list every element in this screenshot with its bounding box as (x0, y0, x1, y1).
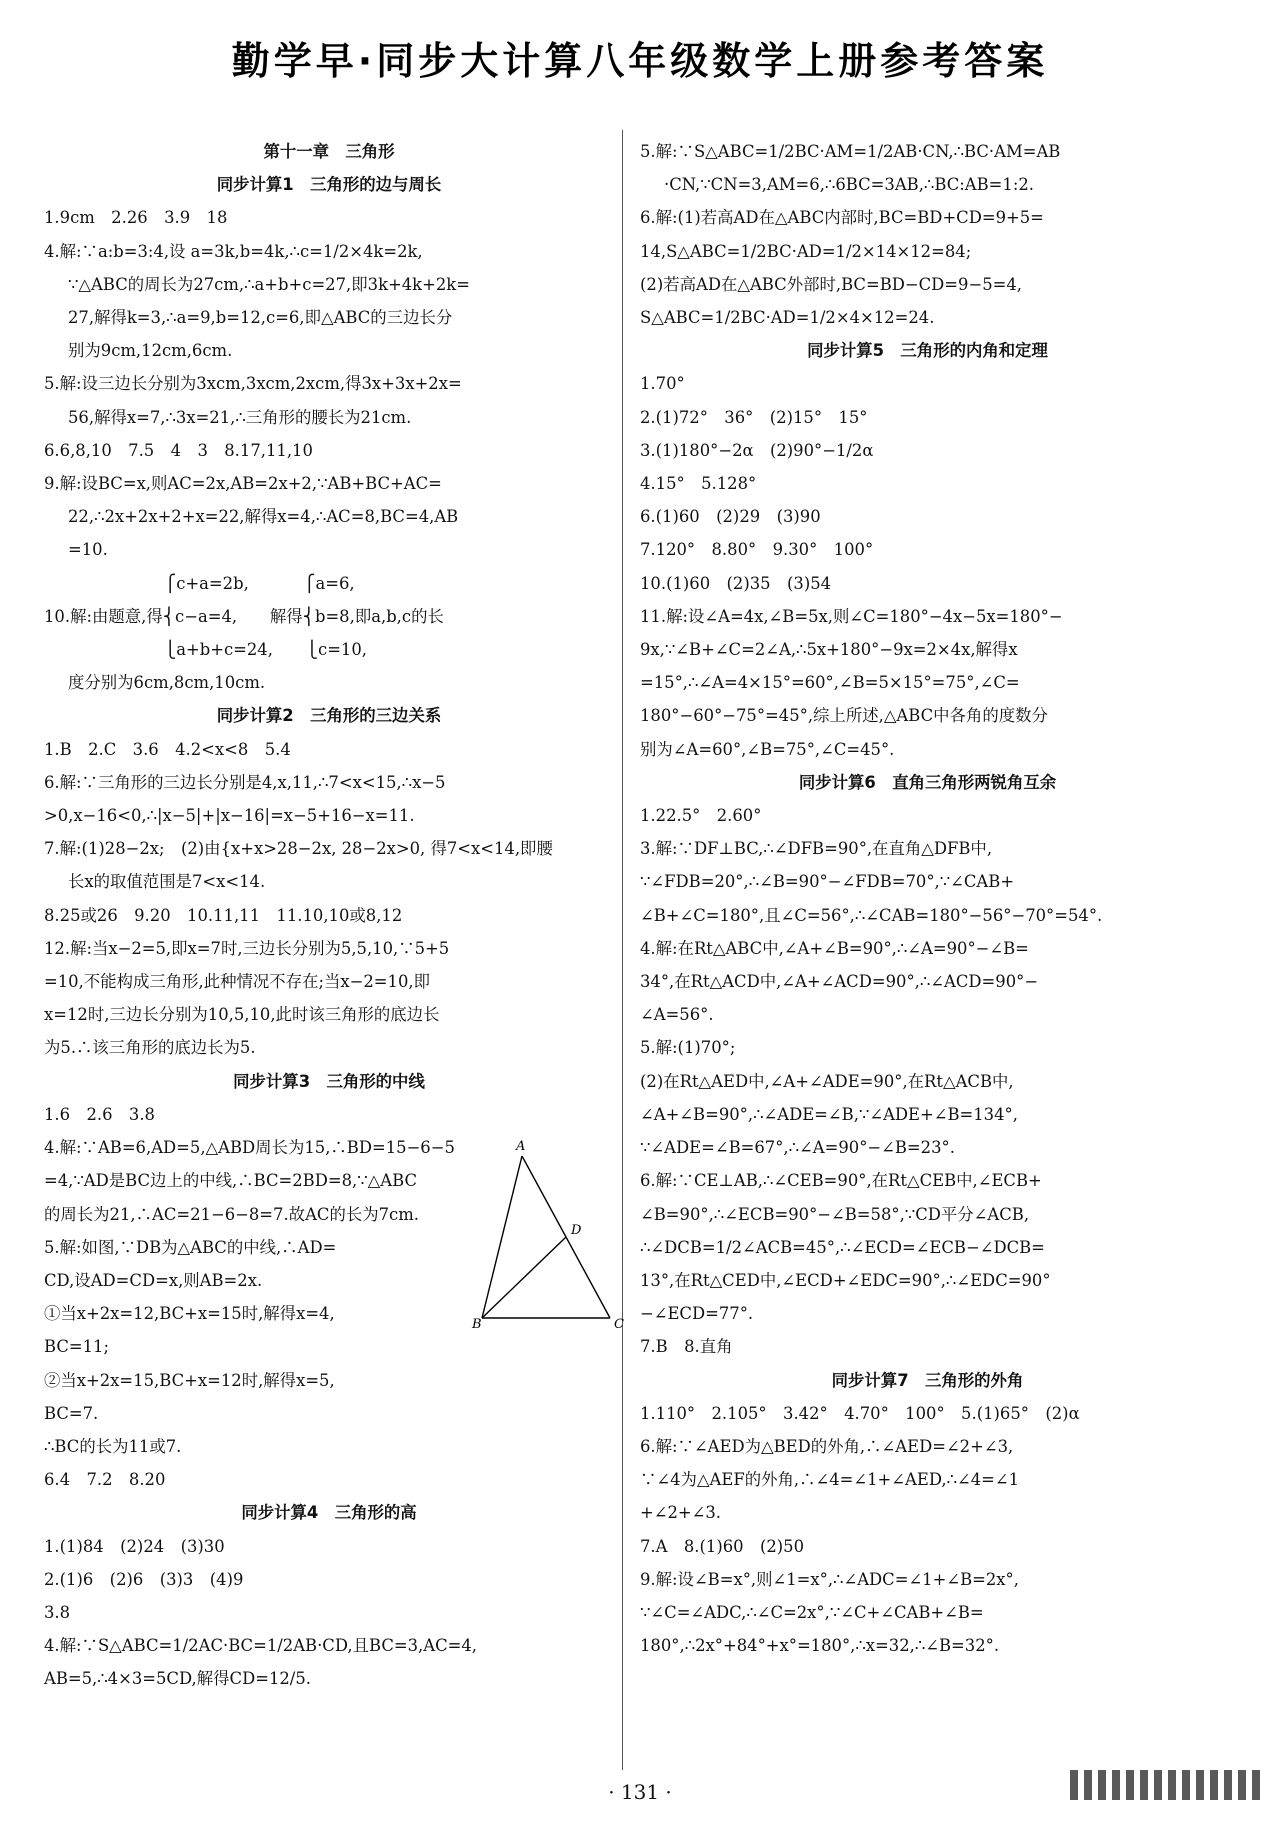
answer-line: 的周长为21,∴AC=21−6−8=7.故AC的长为7cm. (44, 1204, 419, 1224)
answer-line: ∴BC的长为11或7. (44, 1436, 182, 1456)
answer-line: 3.(1)180°−2α (2)90°−1/2α (640, 440, 874, 460)
answer-line: 1.70° (640, 374, 685, 394)
answer-line: ∵∠ADE=∠B=67°,∴∠A=90°−∠B=23°. (640, 1138, 955, 1158)
answer-line: 9.解:设BC=x,则AC=2x,AB=2x+2,∵AB+BC+AC= (44, 474, 442, 494)
answer-line: 2.(1)6 (2)6 (3)3 (4)9 (44, 1569, 244, 1589)
answer-line: ①当x+2x=12,BC+x=15时,解得x=4, (44, 1304, 335, 1324)
answer-line: 6.6,8,10 7.5 4 3 8.17,11,10 (44, 440, 313, 460)
answer-line: ∴∠DCB=1/2∠ACB=45°,∴∠ECD=∠ECB−∠DCB= (640, 1237, 1045, 1257)
figure-label-b: B (472, 1317, 482, 1328)
left-column (44, 135, 614, 1696)
answer-line: 1.B 2.C 3.6 4.2<x<8 5.4 (44, 739, 291, 759)
answer-line: 2.(1)72° 36° (2)15° 15° (640, 407, 868, 427)
answer-line: 3.8 (44, 1602, 71, 1622)
answer-line: 6.4 7.2 8.20 (44, 1470, 166, 1490)
section-heading: 同步计算1 三角形的边与周长 (216, 175, 442, 195)
answer-line: ②当x+2x=15,BC+x=12时,解得x=5, (44, 1370, 335, 1390)
answer-line: 长x的取值范围是7<x<14. (68, 872, 266, 892)
answer-line: ∵∠C=∠ADC,∴∠C=2x°,∵∠C+∠CAB+∠B= (640, 1602, 984, 1622)
answer-line: 4.解:在Rt△ABC中,∠A+∠B=90°,∴∠A=90°−∠B= (640, 938, 1029, 958)
answer-line: 13°,在Rt△CED中,∠ECD+∠EDC=90°,∴∠EDC=90° (640, 1270, 1051, 1290)
answer-line: 7.解:(1)28−2x; (2)由{x+x>28−2x, 28−2x>0, 得7<x<14,即腰 (44, 839, 553, 859)
answer-line: 1.110° 2.105° 3.42° 4.70° 100° 5.(1)65° (2)α (640, 1403, 1080, 1423)
answer-line: =15°,∴∠A=4×15°=60°,∠B=5×15°=75°,∠C= (640, 673, 1020, 693)
answer-line: S△ABC=1/2BC·AD=1/2×4×12=24. (640, 308, 935, 328)
answer-line: 12.解:当x−2=5,即x=7时,三边长分别为5,5,10,∵5+5 (44, 938, 450, 958)
section-heading: 同步计算4 三角形的高 (241, 1503, 417, 1523)
answer-line: (2)在Rt△AED中,∠A+∠ADE=90°,在Rt△ACB中, (640, 1071, 1014, 1091)
answer-line: 1.22.5° 2.60° (640, 806, 762, 826)
answer-line: 度分别为6cm,8cm,10cm. (68, 673, 266, 693)
answer-line: =4,∵AD是BC边上的中线,∴BC=2BD=8,∵△ABC (44, 1171, 417, 1191)
page-title: 勤学早·同步大计算八年级数学上册参考答案 (231, 39, 1049, 83)
answer-line: 9x,∵∠B+∠C=2∠A,∴5x+180°−9x=2×4x,解得x (640, 640, 1018, 660)
answer-line: 1.(1)84 (2)24 (3)30 (44, 1536, 225, 1556)
answer-line: 别为∠A=60°,∠B=75°,∠C=45°. (640, 739, 895, 759)
answer-line: >0,x−16<0,∴|x−5|+|x−16|=x−5+16−x=11. (44, 806, 415, 826)
watermark-logo-icon (1070, 1770, 1260, 1800)
answer-line: 180°−60°−75°=45°,综上所述,△ABC中各角的度数分 (640, 706, 1048, 726)
answer-line: 4.解:∵a:b=3:4,设 a=3k,b=4k,∴c=1/2×4k=2k, (44, 241, 423, 261)
answer-line: CD,设AD=CD=x,则AB=2x. (44, 1270, 263, 1290)
answer-line: ⎧c+a=2b, ⎧a=6, (44, 573, 355, 593)
page-number: · 131 · (608, 1780, 672, 1804)
answer-line: 别为9cm,12cm,6cm. (68, 341, 233, 361)
right-column (640, 135, 1215, 1662)
answer-line: 11.解:设∠A=4x,∠B=5x,则∠C=180°−4x−5x=180°− (640, 606, 1063, 626)
answer-line: 27,解得k=3,∴a=9,b=12,c=6,即△ABC的三边长分 (68, 308, 453, 328)
answer-line: 6.解:∵三角形的三边长分别是4,x,11,∴7<x<15,∴x−5 (44, 772, 446, 792)
answer-line: 14,S△ABC=1/2BC·AD=1/2×14×12=84; (640, 241, 972, 261)
answer-line: ∠B+∠C=180°,且∠C=56°,∴∠CAB=180°−56°−70°=54°. (640, 905, 1103, 925)
answer-line: ∠B=90°,∴∠ECB=90°−∠B=58°,∵CD平分∠ACB, (640, 1204, 1030, 1224)
section-heading: 同步计算6 直角三角形两锐角互余 (798, 772, 1057, 792)
answer-line: ·CN,∵CN=3,AM=6,∴6BC=3AB,∴BC:AB=1:2. (664, 175, 1034, 195)
answer-line: ∵∠FDB=20°,∴∠B=90°−∠FDB=70°,∵∠CAB+ (640, 872, 1015, 892)
answer-line: 10.解:由题意,得⎨c−a=4, 解得⎨b=8,即a,b,c的长 (44, 606, 444, 626)
answer-line: 22,∴2x+2x+2+x=22,解得x=4,∴AC=8,BC=4,AB (68, 507, 459, 527)
answer-line: 34°,在Rt△ACD中,∠A+∠ACD=90°,∴∠ACD=90°− (640, 972, 1039, 992)
answer-line: 为5.∴该三角形的底边长为5. (44, 1038, 256, 1058)
answer-line: =10,不能构成三角形,此种情况不存在;当x−2=10,即 (44, 972, 430, 992)
answer-line: ⎩a+b+c=24, ⎩c=10, (44, 640, 368, 660)
figure-label-c: C (614, 1317, 624, 1328)
answer-line: 4.解:∵AB=6,AD=5,△ABD周长为15,∴BD=15−6−5 (44, 1138, 455, 1158)
answer-line: (2)若高AD在△ABC外部时,BC=BD−CD=9−5=4, (640, 274, 1023, 294)
answer-line: 8.25或26 9.20 10.11,11 11.10,10或8,12 (44, 905, 403, 925)
section-heading: 同步计算2 三角形的三边关系 (216, 706, 442, 726)
answer-line: 7.120° 8.80° 9.30° 100° (640, 540, 874, 560)
answer-line: 56,解得x=7,∴3x=21,∴三角形的腰长为21cm. (68, 407, 412, 427)
answer-line: 5.解:如图,∵DB为△ABC的中线,∴AD= (44, 1237, 337, 1257)
answer-line: 7.B 8.直角 (640, 1337, 733, 1357)
triangle-figure (470, 1138, 630, 1328)
answer-line: =10. (68, 540, 108, 560)
answer-line: 6.解:∵CE⊥AB,∴∠CEB=90°,在Rt△CEB中,∠ECB+ (640, 1171, 1042, 1191)
answer-line: 10.(1)60 (2)35 (3)54 (640, 573, 832, 593)
answer-line: ∵∠4为△AEF的外角,∴∠4=∠1+∠AED,∴∠4=∠1 (640, 1470, 1020, 1490)
answer-line: 1.9cm 2.26 3.9 18 (44, 208, 228, 228)
answer-line: 180°,∴2x°+84°+x°=180°,∴x=32,∴∠B=32°. (640, 1636, 1000, 1656)
answer-line: 1.6 2.6 3.8 (44, 1104, 155, 1124)
figure-label-a: A (516, 1139, 526, 1154)
answer-line: 7.A 8.(1)60 (2)50 (640, 1536, 805, 1556)
answer-line: 6.(1)60 (2)29 (3)90 (640, 507, 821, 527)
figure-label-d: D (571, 1223, 582, 1238)
answer-line: 6.解:(1)若高AD在△ABC内部时,BC=BD+CD=9+5= (640, 208, 1044, 228)
answer-line: 5.解:∵S△ABC=1/2BC·AM=1/2AB·CN,∴BC·AM=AB (640, 142, 1061, 161)
answer-line: AB=5,∴4×3=5CD,解得CD=12/5. (44, 1669, 311, 1689)
answer-line: 4.15° 5.128° (640, 474, 757, 494)
answer-line: ∠A=56°. (640, 1005, 714, 1025)
answer-line: 5.解:(1)70°; (640, 1038, 736, 1058)
answer-line: BC=11; (44, 1337, 110, 1357)
answer-line: −∠ECD=77°. (640, 1304, 754, 1324)
answer-line: 4.解:∵S△ABC=1/2AC·BC=1/2AB·CD,且BC=3,AC=4, (44, 1636, 478, 1656)
section-heading: 同步计算5 三角形的内角和定理 (807, 341, 1048, 361)
answer-line: +∠2+∠3. (640, 1503, 722, 1523)
answer-line: ∠A+∠B=90°,∴∠ADE=∠B,∵∠ADE+∠B=134°, (640, 1104, 1018, 1124)
answer-line: 5.解:设三边长分别为3xcm,3xcm,2xcm,得3x+3x+2x= (44, 374, 462, 394)
answer-line: ∵△ABC的周长为27cm,∴a+b+c=27,即3k+4k+2k= (68, 274, 470, 294)
answer-line: 6.解:∵∠AED为△BED的外角,∴∠AED=∠2+∠3, (640, 1436, 1014, 1456)
answer-line: x=12时,三边长分别为10,5,10,此时该三角形的底边长 (44, 1005, 440, 1025)
section-heading: 同步计算7 三角形的外角 (831, 1370, 1024, 1390)
section-heading: 同步计算3 三角形的中线 (233, 1071, 425, 1091)
answer-line: 9.解:设∠B=x°,则∠1=x°,∴∠ADC=∠1+∠B=2x°, (640, 1569, 1019, 1589)
answer-line: BC=7. (44, 1403, 99, 1423)
section-heading: 第十一章 三角形 (263, 142, 395, 161)
column-divider (622, 130, 623, 1770)
answer-line: 3.解:∵DF⊥BC,∴∠DFB=90°,在直角△DFB中, (640, 839, 993, 859)
